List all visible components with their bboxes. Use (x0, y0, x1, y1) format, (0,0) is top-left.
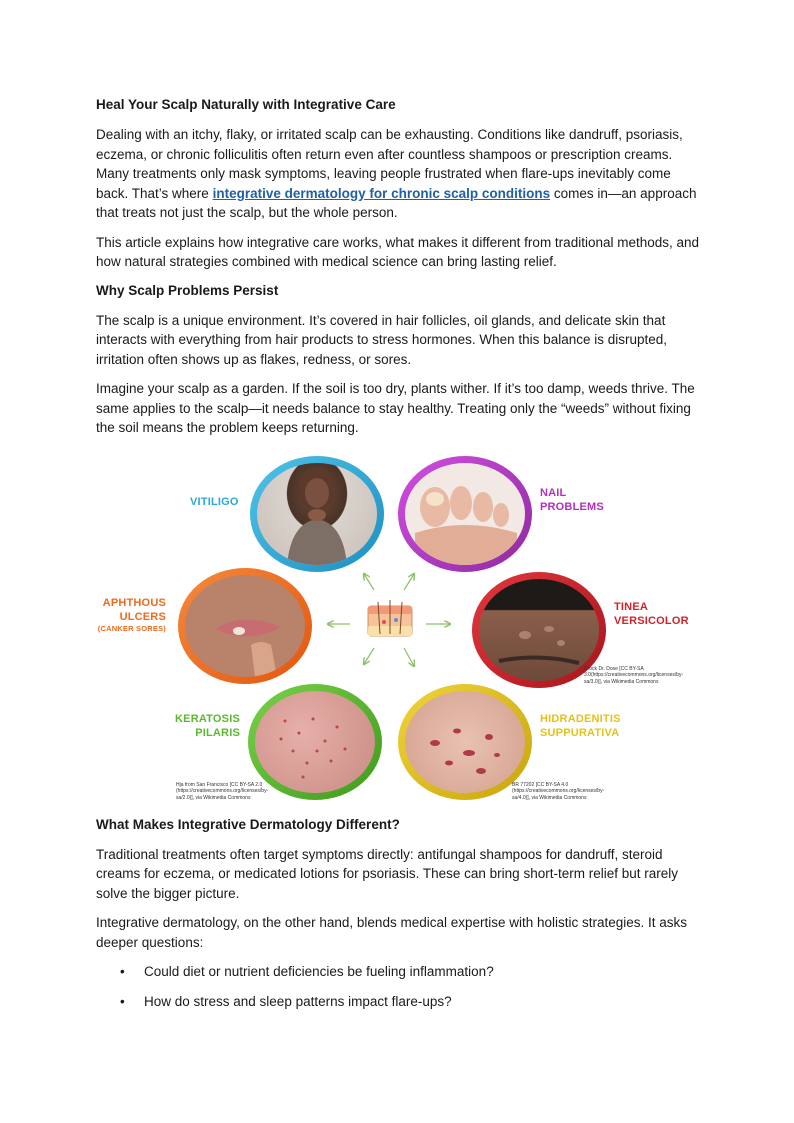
traditional-treatments-paragraph: Traditional treatments often target symptoms directly: antifungal shampoos for dandruff, steroid creams for eczema, or medicated lotions for psoriasis. These can bring short-term relief but rarely solve the bigger picture. (96, 846, 678, 901)
woman-figure-icon (257, 463, 377, 565)
intro-paragraph (96, 125, 700, 223)
credit-tinea: Crock Dr. Dose [CC BY-SA 3.0(https://creativecommons.org/licenses/by-sa/3.0)], via Wikimedia Commons (584, 665, 684, 685)
nail-problems-ring (398, 456, 532, 572)
label-hidradenitis-line2: SUPPURATIVA (540, 726, 620, 739)
foot-toes-icon (405, 463, 525, 565)
aphthous-ulcers-ring (178, 568, 312, 684)
scalp-environment-paragraph: The scalp is a unique environment. It’s covered in hair follicles, oil glands, and delicate skin that interacts with everything from hair products to stress hormones. When this balance is disrupted, irritation often shows up as flakes, redness, or sores. (96, 312, 668, 367)
label-aphthous-ulcers (96, 596, 166, 634)
bumpy-skin-icon (255, 691, 375, 793)
label-hidradenitis-suppurativa (540, 712, 621, 740)
intro-text-after-link: comes in—an approach that treats not just the scalp, but the whole person. (96, 185, 697, 220)
tinea-photo (479, 579, 599, 681)
garden-analogy-paragraph: Imagine your scalp as a garden. If the soil is too dry, plants wither. If it’s too damp, weeds thrive. The same applies to the scalp—it needs balance to stay healthy. Treating only the “weeds” without fixing the soil means the problem keeps returning. (96, 381, 695, 435)
forehead-patches-icon (479, 579, 599, 681)
skin-conditions-figure (96, 448, 700, 808)
list-item: • How do stress and sleep patterns impact flare-ups? (144, 992, 700, 1012)
integrative-dermatology-link[interactable]: integrative dermatology for chronic scalp conditions (212, 185, 551, 201)
credit-keratosis: Hja from San Francisco [CC BY-SA 2.0 (https://creativecommons.org/licenses/by-sa/2.0)], via Wikimedia Commons (176, 781, 269, 801)
lesions-icon (405, 691, 525, 793)
vitiligo-ring (250, 456, 384, 572)
heading-why-persist: Why Scalp Problems Persist (96, 282, 279, 298)
deeper-questions-list (96, 962, 700, 1011)
credit-hidradenitis: BR 77202 [CC BY-SA 4.0 (https://creativecommons.org/licenses/by-sa/4.0)], via Wikimedia Commons (512, 781, 605, 801)
vitiligo-photo (257, 463, 377, 565)
label-aphthous-line3: (CANKER SORES) (97, 623, 166, 633)
integrative-approach-paragraph: Integrative dermatology, on the other hand, blends medical expertise with holistic strategies. It asks deeper questions: (96, 915, 688, 950)
nail-photo (405, 463, 525, 565)
label-nail-line1: NAIL (540, 486, 567, 499)
label-aphthous-line2: ULCERS (119, 610, 166, 623)
label-keratosis-pilaris (166, 712, 240, 740)
label-nail-line2: PROBLEMS (540, 500, 604, 513)
overview-paragraph: This article explains how integrative care works, what makes it different from traditional methods, and how natural strategies combined with medical science can bring lasting relief. (96, 234, 700, 269)
aphthous-photo (185, 575, 305, 677)
keratosis-photo (255, 691, 375, 793)
label-tinea-line2: VERSICOLOR (614, 614, 689, 627)
label-hidradenitis-line1: HIDRADENITIS (540, 712, 621, 725)
label-keratosis-line2: PILARIS (195, 726, 240, 739)
label-aphthous-line1: APHTHOUS (102, 596, 166, 609)
list-item: • Could diet or nutrient deficiencies be fueling inflammation? (144, 962, 700, 982)
article-body (96, 96, 700, 1021)
label-vitiligo: VITILIGO (190, 495, 239, 508)
article-title: Heal Your Scalp Naturally with Integrative Care (96, 97, 396, 112)
intro-text-before-link: Dealing with an itchy, flaky, or irritated scalp can be exhausting. Conditions like dandruff, psoriasis, eczema, or chronic folliculitis often return even after countless shampoos or prescription creams. Many treatments only mask symptoms, leaving people frustrated when flare-ups inevitably come back. That’s where (96, 127, 683, 201)
lip-sore-icon (185, 575, 305, 677)
heading-what-different: What Makes Integrative Dermatology Different? (96, 816, 400, 832)
label-tinea-versicolor (614, 600, 689, 628)
label-nail-problems (540, 486, 604, 514)
skin-layers-icon (368, 600, 412, 636)
hidradenitis-photo (405, 691, 525, 793)
label-tinea-line1: TINEA (614, 600, 648, 613)
label-keratosis-line1: KERATOSIS (175, 712, 240, 725)
